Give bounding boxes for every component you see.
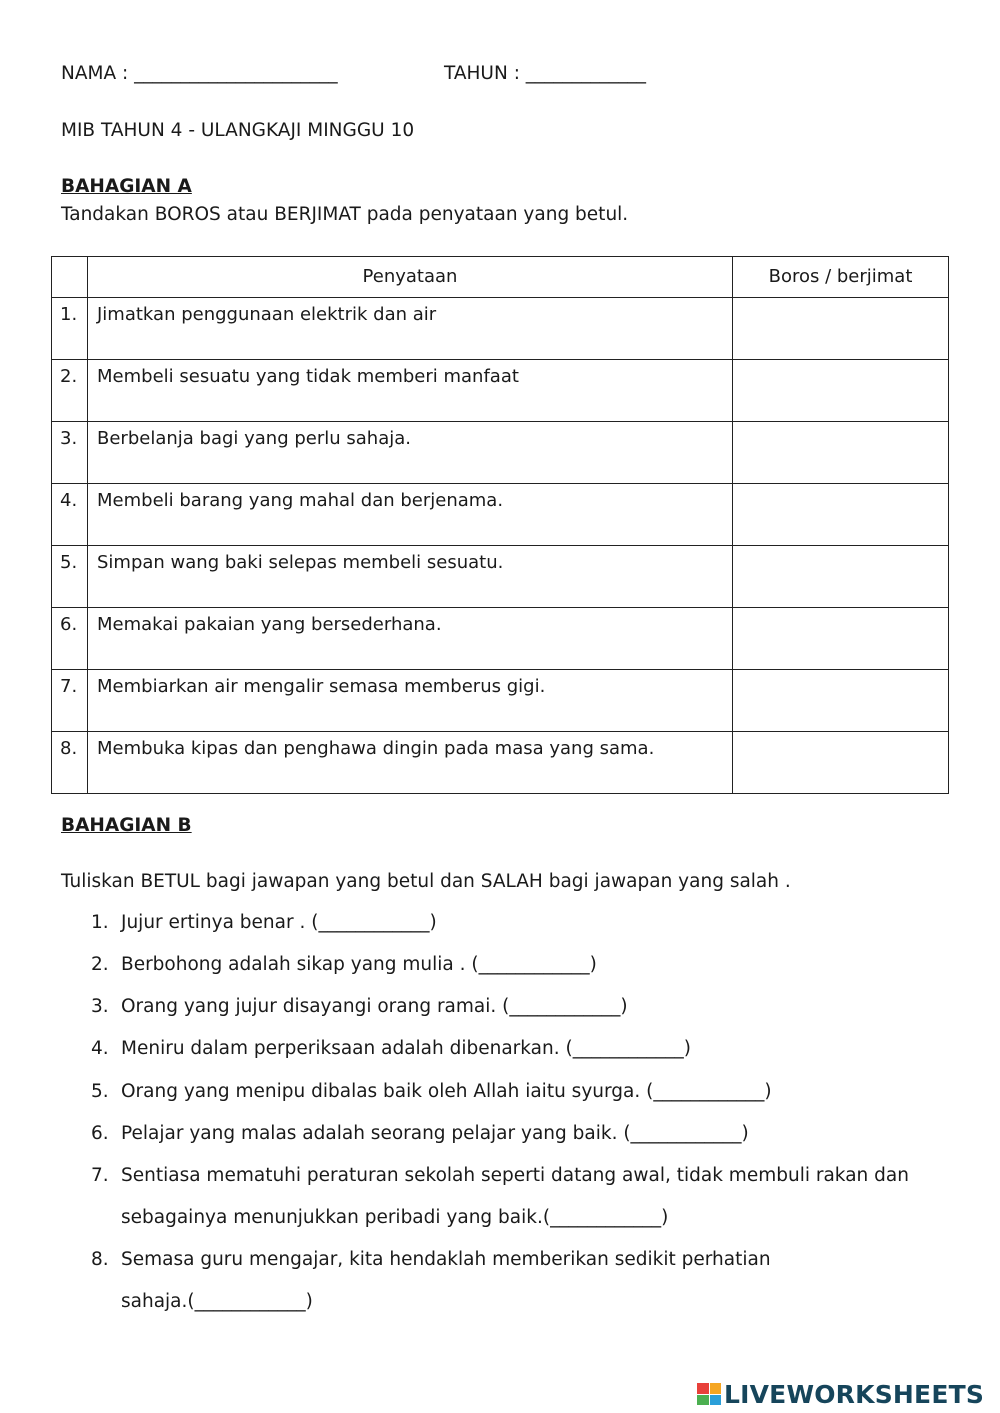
table-row — [52, 360, 949, 422]
question-text[interactable]: Orang yang menipu dibalas baik oleh Allah iaitu syurga. (____________) — [121, 1081, 772, 1102]
logo-square — [697, 1383, 709, 1394]
question-number: 2. — [91, 954, 109, 975]
row-number: 8. — [52, 732, 88, 794]
row-statement: Membiarkan air mengalir semasa memberus gigi. — [88, 670, 733, 732]
row-statement: Membuka kipas dan penghawa dingin pada masa yang sama. — [88, 732, 733, 794]
table-row — [52, 608, 949, 670]
logo-square — [697, 1395, 709, 1406]
part-a-instruction: Tandakan BOROS atau BERJIMAT pada penyataan yang betul. — [61, 204, 629, 225]
row-number: 1. — [52, 298, 88, 360]
question-number: 5. — [91, 1081, 109, 1102]
row-statement: Memakai pakaian yang bersederhana. — [88, 608, 733, 670]
list-item — [91, 1164, 909, 1188]
row-statement: Jimatkan penggunaan elektrik dan air — [88, 298, 733, 360]
row-number: 2. — [52, 360, 88, 422]
table-row — [52, 298, 949, 360]
table-row — [52, 422, 949, 484]
row-statement: Membeli sesuatu yang tidak memberi manfaat — [88, 360, 733, 422]
answer-cell[interactable] — [733, 422, 949, 484]
row-statement: Simpan wang baki selepas membeli sesuatu. — [88, 546, 733, 608]
answer-cell[interactable] — [733, 608, 949, 670]
worksheet-title: MIB TAHUN 4 - ULANGKAJI MINGGU 10 — [61, 120, 415, 141]
table-row — [52, 670, 949, 732]
row-number: 5. — [52, 546, 88, 608]
statement-table — [51, 256, 949, 794]
column-header-number — [52, 257, 88, 298]
question-number: 6. — [91, 1123, 109, 1144]
question-text[interactable]: Jujur ertinya benar . (____________) — [121, 912, 437, 933]
column-header-statement: Penyataan — [88, 257, 733, 298]
list-item — [91, 1122, 749, 1146]
table-row — [52, 732, 949, 794]
list-item — [91, 995, 628, 1019]
row-statement: Berbelanja bagi yang perlu sahaja. — [88, 422, 733, 484]
row-statement: Membeli barang yang mahal dan berjenama. — [88, 484, 733, 546]
name-label: NAMA : ______________________ — [61, 63, 338, 84]
logo-square — [710, 1383, 722, 1394]
part-b-instruction: Tuliskan BETUL bagi jawapan yang betul dan SALAH bagi jawapan yang salah . — [61, 871, 791, 892]
logo-text: LIVEWORKSHEETS — [724, 1379, 985, 1409]
row-number: 4. — [52, 484, 88, 546]
question-number: 1. — [91, 912, 109, 933]
answer-cell[interactable] — [733, 546, 949, 608]
question-text: Semasa guru mengajar, kita hendaklah memberikan sedikit perhatian — [121, 1249, 771, 1270]
answer-cell[interactable] — [733, 484, 949, 546]
question-number: 3. — [91, 996, 109, 1017]
answer-cell[interactable] — [733, 670, 949, 732]
question-text[interactable]: Berbohong adalah sikap yang mulia . (____________) — [121, 954, 597, 975]
table-row — [52, 484, 949, 546]
question-text: Sentiasa mematuhi peraturan sekolah seperti datang awal, tidak membuli rakan dan — [121, 1165, 909, 1186]
list-item — [91, 1248, 771, 1272]
column-header-answer: Boros / berjimat — [733, 257, 949, 298]
answer-cell[interactable] — [733, 360, 949, 422]
year-label: TAHUN : _____________ — [444, 63, 647, 84]
row-number: 6. — [52, 608, 88, 670]
answer-cell[interactable] — [733, 732, 949, 794]
part-b-heading: BAHAGIAN B — [61, 815, 192, 836]
table-row — [52, 546, 949, 608]
question-text[interactable]: Pelajar yang malas adalah seorang pelajar yang baik. (____________) — [121, 1123, 749, 1144]
part-a-heading: BAHAGIAN A — [61, 176, 192, 197]
question-number: 8. — [91, 1249, 109, 1270]
row-number: 3. — [52, 422, 88, 484]
liveworksheets-logo — [697, 1381, 984, 1407]
list-item — [91, 1080, 772, 1104]
question-number: 7. — [91, 1165, 109, 1186]
row-number: 7. — [52, 670, 88, 732]
question-text[interactable]: Meniru dalam perperiksaan adalah dibenarkan. (____________) — [121, 1038, 691, 1059]
question-text-continuation[interactable]: sahaja.(____________) — [121, 1291, 313, 1312]
list-item — [91, 911, 437, 935]
question-text[interactable]: Orang yang jujur disayangi orang ramai. (____________) — [121, 996, 628, 1017]
table-header-row — [52, 257, 949, 298]
logo-square — [710, 1395, 722, 1406]
question-number: 4. — [91, 1038, 109, 1059]
list-item — [91, 953, 597, 977]
list-item — [91, 1037, 691, 1061]
logo-squares-icon — [697, 1383, 721, 1405]
answer-cell[interactable] — [733, 298, 949, 360]
question-text-continuation[interactable]: sebagainya menunjukkan peribadi yang baik.(____________) — [121, 1207, 669, 1228]
